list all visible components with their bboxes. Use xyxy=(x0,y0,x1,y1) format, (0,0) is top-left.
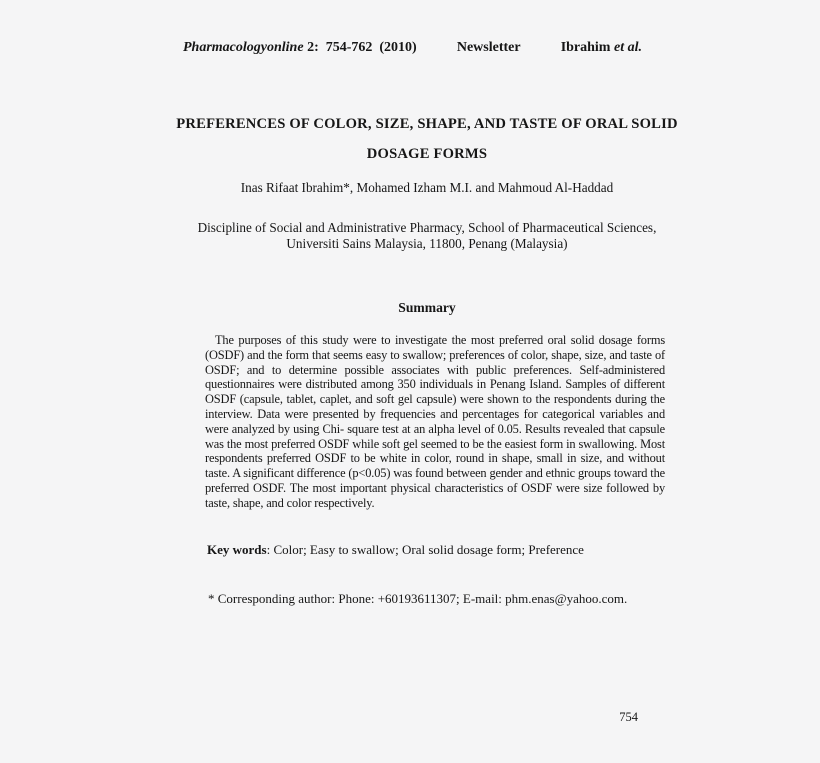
running-author-etal: et al. xyxy=(613,40,642,55)
abstract-text: The purposes of this study were to investigate the most preferred oral solid dosage forms (OSDF) and the form that seems easy to swallow; preferences of color, shape, size, and taste of OSDF; and to determine possible associates with public preferences. Self-administered questionnaires were distributed among 350 individuals in Penang Island. Samples of different OSDF (capsule, tablet, caplet, and soft gel capsule) were shown to the respondents during the interview. Data were presented by frequencies and percentages for categorical variables and were analyzed by using Chi- square test at an alpha level of 0.05. Results revealed that capsule was the most preferred OSDF while soft gel seemed to be the easiest form in swallowing. Most respondents preferred OSDF to be white in color, round in shape, small in size, and without taste. A significant difference (p<0.05) was found between gender and ethnic groups toward the preferred OSDF. The most important physical characteristics of OSDF were size followed by taste, shape, and color respectively. xyxy=(205,333,665,510)
journal-citation-group xyxy=(183,40,417,56)
authors-line: Inas Rifaat Ibrahim*, Mohamed Izham M.I. and Mahmoud Al-Haddad xyxy=(240,180,614,195)
keywords-line xyxy=(207,542,584,558)
article-title-line-2: DOSAGE FORMS xyxy=(366,146,488,162)
article-title-line-1: PREFERENCES OF COLOR, SIZE, SHAPE, AND TASTE OF ORAL SOLID xyxy=(176,116,678,132)
section-label: Newsletter xyxy=(456,40,521,55)
running-head xyxy=(183,40,642,56)
keywords-label: Key words xyxy=(207,542,267,557)
affiliation-line-2: Universiti Sains Malaysia, 11800, Penang (Malaysia) xyxy=(286,236,568,251)
running-author xyxy=(561,40,642,56)
page-number: 754 xyxy=(619,710,638,724)
journal-citation: 2: 754-762 (2010) xyxy=(303,40,417,55)
journal-name: Pharmacologyonline xyxy=(183,40,304,55)
corresponding-author-note: * Corresponding author: Phone: +60193611307; E-mail: phm.enas@yahoo.com. xyxy=(208,591,628,606)
keywords-text: : Color; Easy to swallow; Oral solid dosage form; Preference xyxy=(266,542,584,557)
summary-heading: Summary xyxy=(398,300,456,315)
affiliation-line-1: Discipline of Social and Administrative Pharmacy, School of Pharmaceutical Sciences, xyxy=(197,220,657,235)
running-author-name: Ibrahim xyxy=(560,40,614,55)
